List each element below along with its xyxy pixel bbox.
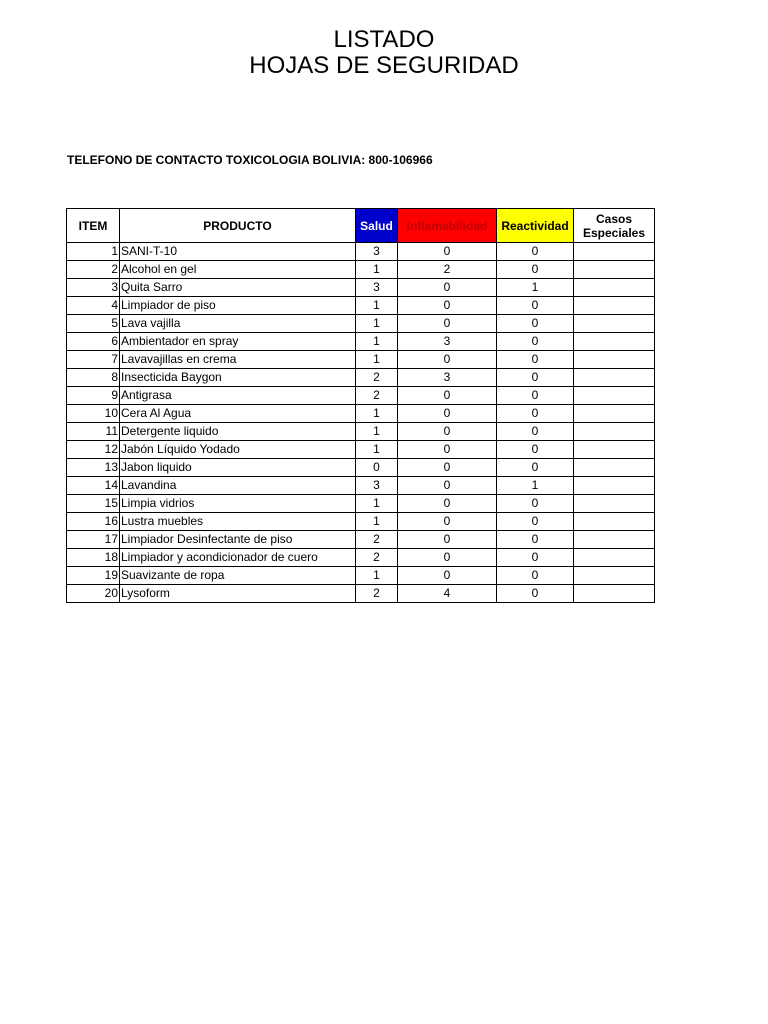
table-row [67,423,655,441]
cell-item: 1 [67,243,120,261]
cell-producto: Jabon liquido [120,459,356,477]
cell-inflamabilidad: 0 [398,477,497,495]
cell-inflamabilidad: 0 [398,423,497,441]
cell-salud: 1 [356,513,398,531]
cell-producto: Insecticida Baygon [120,369,356,387]
cell-casos-especiales [574,315,655,333]
cell-casos-especiales [574,387,655,405]
cell-reactividad: 0 [497,297,574,315]
cell-item: 19 [67,567,120,585]
header-reactividad: Reactividad [497,209,574,243]
table-row [67,261,655,279]
cell-producto: Detergente liquido [120,423,356,441]
cell-item: 14 [67,477,120,495]
cell-casos-especiales [574,549,655,567]
cell-casos-especiales [574,351,655,369]
table-row [67,297,655,315]
cell-producto: SANI-T-10 [120,243,356,261]
cell-producto: Ambientador en spray [120,333,356,351]
cell-casos-especiales [574,585,655,603]
cell-item: 11 [67,423,120,441]
cell-salud: 1 [356,441,398,459]
cell-inflamabilidad: 0 [398,495,497,513]
header-casos-line1: Casos [595,211,633,226]
cell-producto: Lavandina [120,477,356,495]
table-row [67,243,655,261]
cell-reactividad: 0 [497,531,574,549]
cell-producto: Lava vajilla [120,315,356,333]
page-title-line1: LISTADO [333,26,435,53]
cell-casos-especiales [574,459,655,477]
cell-item: 3 [67,279,120,297]
cell-reactividad: 0 [497,459,574,477]
cell-casos-especiales [574,333,655,351]
cell-casos-especiales [574,369,655,387]
cell-producto: Antigrasa [120,387,356,405]
cell-salud: 1 [356,567,398,585]
cell-casos-especiales [574,567,655,585]
cell-inflamabilidad: 0 [398,351,497,369]
cell-casos-especiales [574,513,655,531]
header-salud: Salud [356,209,398,243]
cell-reactividad: 0 [497,387,574,405]
cell-producto: Limpiador Desinfectante de piso [120,531,356,549]
cell-item: 12 [67,441,120,459]
cell-reactividad: 1 [497,279,574,297]
cell-item: 8 [67,369,120,387]
cell-inflamabilidad: 0 [398,387,497,405]
cell-producto: Quita Sarro [120,279,356,297]
cell-producto: Suavizante de ropa [120,567,356,585]
cell-inflamabilidad: 0 [398,297,497,315]
cell-producto: Lustra muebles [120,513,356,531]
cell-item: 6 [67,333,120,351]
cell-item: 17 [67,531,120,549]
cell-reactividad: 0 [497,333,574,351]
cell-producto: Cera Al Agua [120,405,356,423]
cell-inflamabilidad: 0 [398,315,497,333]
cell-salud: 2 [356,369,398,387]
cell-inflamabilidad: 0 [398,405,497,423]
cell-inflamabilidad: 3 [398,333,497,351]
cell-casos-especiales [574,441,655,459]
cell-salud: 2 [356,531,398,549]
table-row [67,333,655,351]
cell-producto: Alcohol en gel [120,261,356,279]
table-row [67,477,655,495]
cell-inflamabilidad: 0 [398,513,497,531]
table-header-row [67,209,655,243]
cell-inflamabilidad: 0 [398,279,497,297]
cell-item: 4 [67,297,120,315]
cell-inflamabilidad: 0 [398,459,497,477]
cell-reactividad: 0 [497,549,574,567]
cell-producto: Limpiador de piso [120,297,356,315]
cell-item: 15 [67,495,120,513]
cell-reactividad: 0 [497,369,574,387]
cell-reactividad: 0 [497,567,574,585]
header-casos-line2: Especiales [582,225,646,240]
table-row [67,279,655,297]
table-row [67,351,655,369]
table-row [67,459,655,477]
cell-casos-especiales [574,423,655,441]
cell-reactividad: 0 [497,513,574,531]
cell-reactividad: 0 [497,405,574,423]
cell-item: 16 [67,513,120,531]
table-row [67,567,655,585]
cell-casos-especiales [574,495,655,513]
cell-salud: 3 [356,279,398,297]
cell-casos-especiales [574,243,655,261]
cell-salud: 2 [356,387,398,405]
cell-inflamabilidad: 0 [398,567,497,585]
cell-casos-especiales [574,297,655,315]
cell-inflamabilidad: 2 [398,261,497,279]
cell-item: 7 [67,351,120,369]
cell-item: 18 [67,549,120,567]
cell-item: 10 [67,405,120,423]
cell-reactividad: 0 [497,351,574,369]
cell-salud: 1 [356,423,398,441]
table-row [67,513,655,531]
cell-salud: 3 [356,243,398,261]
cell-producto: Lavavajillas en crema [120,351,356,369]
cell-producto: Lysoform [120,585,356,603]
table-row [67,369,655,387]
cell-reactividad: 0 [497,441,574,459]
cell-salud: 2 [356,585,398,603]
table-row [67,315,655,333]
cell-item: 5 [67,315,120,333]
cell-casos-especiales [574,279,655,297]
header-inflamabilidad: Inflamabilidad [398,209,497,243]
page-title-line2: HOJAS DE SEGURIDAD [249,52,519,79]
cell-item: 13 [67,459,120,477]
cell-salud: 1 [356,495,398,513]
cell-casos-especiales [574,261,655,279]
cell-producto: Limpia vidrios [120,495,356,513]
cell-reactividad: 0 [497,243,574,261]
cell-inflamabilidad: 4 [398,585,497,603]
safety-sheets-table [66,208,655,603]
table-row [67,387,655,405]
cell-reactividad: 0 [497,261,574,279]
cell-reactividad: 0 [497,423,574,441]
cell-salud: 1 [356,405,398,423]
table-row [67,585,655,603]
table-row [67,549,655,567]
header-producto: PRODUCTO [120,209,356,243]
cell-reactividad: 0 [497,585,574,603]
cell-item: 2 [67,261,120,279]
contact-phone-text: TELEFONO DE CONTACTO TOXICOLOGIA BOLIVIA: 800-106966 [67,153,433,167]
cell-reactividad: 0 [497,315,574,333]
cell-casos-especiales [574,477,655,495]
cell-item: 20 [67,585,120,603]
cell-salud: 1 [356,297,398,315]
cell-salud: 0 [356,459,398,477]
cell-inflamabilidad: 3 [398,369,497,387]
table-row [67,405,655,423]
cell-salud: 3 [356,477,398,495]
table-row [67,531,655,549]
cell-item: 9 [67,387,120,405]
cell-casos-especiales [574,531,655,549]
header-item: ITEM [67,209,120,243]
cell-casos-especiales [574,405,655,423]
cell-inflamabilidad: 0 [398,441,497,459]
cell-salud: 1 [356,315,398,333]
cell-salud: 1 [356,261,398,279]
table-row [67,495,655,513]
cell-reactividad: 1 [497,477,574,495]
cell-producto: Jabón Líquido Yodado [120,441,356,459]
cell-inflamabilidad: 0 [398,549,497,567]
cell-reactividad: 0 [497,495,574,513]
cell-producto: Limpiador y acondicionador de cuero [120,549,356,567]
table-row [67,441,655,459]
cell-inflamabilidad: 0 [398,243,497,261]
cell-inflamabilidad: 0 [398,531,497,549]
header-casos-especiales [574,209,655,243]
cell-salud: 1 [356,351,398,369]
cell-salud: 1 [356,333,398,351]
cell-salud: 2 [356,549,398,567]
